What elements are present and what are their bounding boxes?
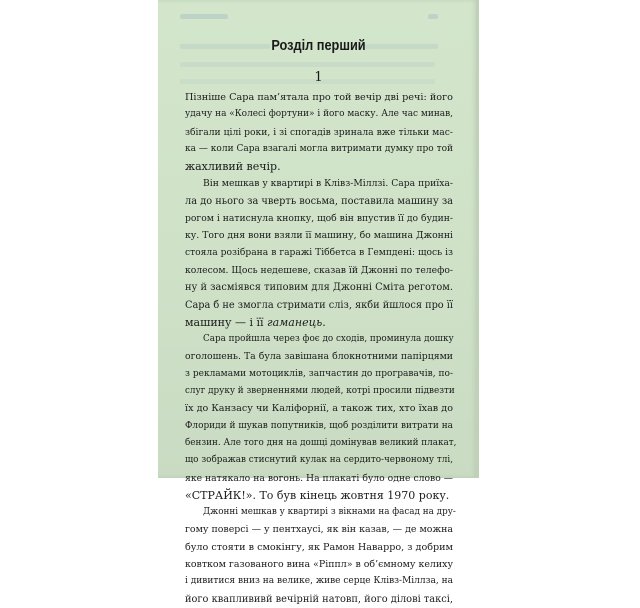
text-line: «СТРАЙК!». То був кінець жовтня 1970 року. [185,488,450,502]
text-line: слуг друку й зверненнями людей, котрі просили підвезти [185,386,455,397]
text-line: гому поверсі — у пентхаусі, як він казав, — де можна [185,524,453,536]
paragraph [185,331,457,504]
section-number: 1 [314,70,323,85]
text-line: ла до нього за чверть восьма, поставила машину за [185,195,453,207]
text-line: колесом. Щось недешеве, сказав їй Джонні по телефо- [185,264,453,276]
italic-word: гаманець [267,315,323,329]
paragraph [185,175,453,331]
chapter-title: Розділ перший [271,37,366,54]
bleed-through-header-left [180,14,228,19]
text-line: жахливий вечір. [185,160,281,174]
text-line: його кваплививй вечірній натовп, його ділові таксі, [185,593,453,605]
text-line: їх до Канзасу чи Каліфорнії, а також тих, хто їхав до [185,403,453,415]
text-span: машину — і її [185,315,268,329]
bleed-through-line [180,62,435,67]
bleed-through-page-number [428,14,438,19]
text-line: бензин. Але того дня на дошці домінував великий плакат, [185,437,457,448]
text-line: Флориди й шукав попутників, щоб розділити витрати на [185,420,453,431]
text-line: рогом і натиснула кнопку, щоб він впустив її до будин- [185,213,453,225]
text-line: що зображав стиснутий кулак на сердито-червоному тлі, [185,455,453,466]
text-line: ка — коли Сара взагалі могла витримати думку про той [185,143,453,154]
text-line: Сара б не змогла стримати сліз, якби йшлося про її [185,299,454,311]
text-span: . [322,315,326,329]
text-line [185,314,453,331]
text-line: ну й засміявся типовим для Джонні Сміта реготом. [185,282,453,294]
text-line: було стояти в смокінгу, як Рамон Наварро, з добрим [185,541,453,553]
text-line: удачу на «Колесі фортуни» і його маску. Але час минав, [185,109,453,120]
text-line: збігали цілі роки, і зі спогадів зринала вже тільки мас- [185,126,453,138]
paragraph [185,504,456,608]
text-line: з рекламами мотоциклів, запчастин до програвачів, по- [185,368,453,379]
text-line: Джонні мешкав у квартирі з вікнами на фасад на дру- [203,507,456,518]
text-line: Сара пройшла через фоє до сходів, проминула дошку [203,334,454,345]
text-line: стояла розібрана в гаражі Тіббетса в Гемпдені: щось із [185,247,453,258]
text-line: оголошень. Та була завішана блокнотними папірцями [185,351,453,363]
paragraph [185,89,453,175]
text-line: яке натякало на вогонь. На плакаті було одне слово — [185,472,453,484]
text-line: ку. Того дня вони взяли її машину, бо машина Джонні [185,230,453,242]
text-line: ковтком газованого вина «Ріппл» в об’ємному келиху [185,559,453,571]
text-line: Пізніше Сара пам’ятала про той вечір дві речі: його [185,92,453,103]
book-page [158,0,479,605]
text-line: і дивитися вниз на велике, живе серце Клівз-Міллза, на [185,576,453,587]
text-line: Він мешкав у квартирі в Клівз-Міллзі. Сара приїха- [203,178,453,190]
body-text [185,89,457,608]
